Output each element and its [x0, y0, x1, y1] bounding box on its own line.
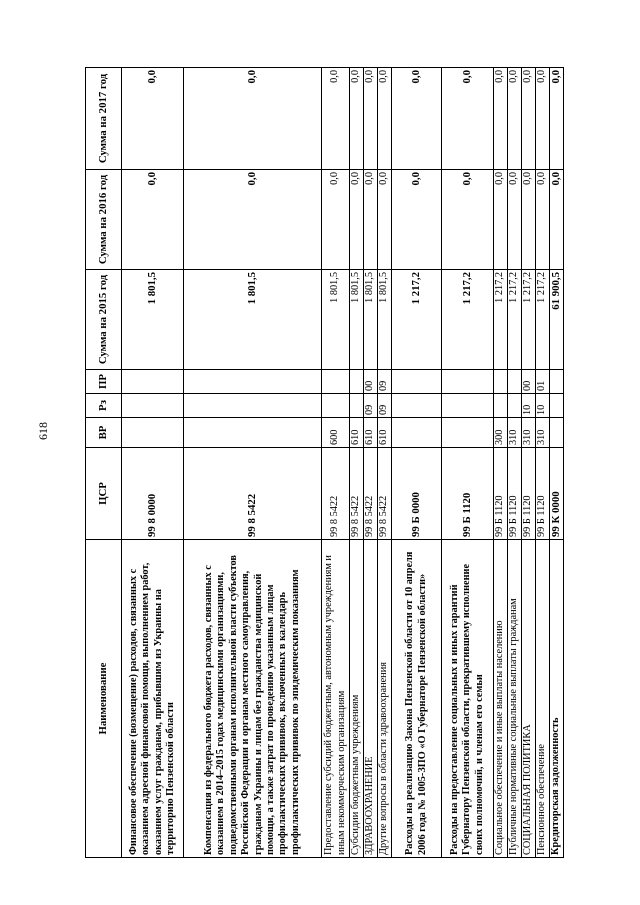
row-name: Пенсионное обеспечение — [536, 540, 550, 858]
row-vr — [184, 418, 322, 448]
header-csr: ЦСР — [86, 448, 122, 540]
row-rz — [494, 394, 508, 418]
table-row — [364, 68, 378, 858]
row-rz: 10 — [536, 394, 550, 418]
row-pr: 00 — [522, 370, 536, 394]
row-sum-2016: 0,0 — [536, 170, 550, 270]
row-sum-2017: 0,0 — [322, 68, 350, 170]
row-sum-2015: 1 801,5 — [184, 270, 322, 370]
page-number: 618 — [36, 422, 50, 440]
row-sum-2016: 0,0 — [442, 170, 494, 270]
row-sum-2015: 1 801,5 — [122, 270, 184, 370]
row-csr: 99 8 0000 — [122, 448, 184, 540]
row-pr: 01 — [536, 370, 550, 394]
row-sum-2015: 1 801,5 — [378, 270, 392, 370]
row-sum-2016: 0,0 — [522, 170, 536, 270]
row-sum-2016: 0,0 — [122, 170, 184, 270]
table-row — [494, 68, 508, 858]
row-vr: 610 — [378, 418, 392, 448]
row-pr: 00 — [364, 370, 378, 394]
row-rz — [508, 394, 522, 418]
row-name: СОЦИАЛЬНАЯ ПОЛИТИКА — [522, 540, 536, 858]
row-sum-2015: 1 217,2 — [392, 270, 442, 370]
row-sum-2017: 0,0 — [364, 68, 378, 170]
row-csr: 99 8 5422 — [378, 448, 392, 540]
row-csr: 99 Б 1120 — [494, 448, 508, 540]
row-sum-2017: 0,0 — [536, 68, 550, 170]
row-csr: 99 8 5422 — [184, 448, 322, 540]
row-name: Субсидии бюджетным учреждениям — [350, 540, 364, 858]
row-sum-2015: 61 900,5 — [550, 270, 564, 370]
row-vr: 300 — [494, 418, 508, 448]
row-sum-2016: 0,0 — [392, 170, 442, 270]
row-sum-2017: 0,0 — [392, 68, 442, 170]
row-sum-2017: 0,0 — [508, 68, 522, 170]
row-rz — [322, 394, 350, 418]
row-csr: 99 8 5422 — [350, 448, 364, 540]
row-rz: 09 — [364, 394, 378, 418]
row-csr: 99 Б 1120 — [522, 448, 536, 540]
header-sum-2017: Сумма на 2017 год — [86, 68, 122, 170]
row-rz — [184, 394, 322, 418]
row-vr: 310 — [522, 418, 536, 448]
row-sum-2017: 0,0 — [522, 68, 536, 170]
row-name: Кредиторская задолженность — [550, 540, 564, 858]
row-sum-2016: 0,0 — [494, 170, 508, 270]
row-rz: 09 — [378, 394, 392, 418]
row-pr — [494, 370, 508, 394]
row-sum-2015: 1 801,5 — [322, 270, 350, 370]
row-vr — [122, 418, 184, 448]
row-sum-2017: 0,0 — [184, 68, 322, 170]
table-row — [378, 68, 392, 858]
header-sum-2015: Сумма на 2015 год — [86, 270, 122, 370]
row-sum-2015: 1 217,2 — [494, 270, 508, 370]
row-sum-2016: 0,0 — [350, 170, 364, 270]
row-rz — [442, 394, 494, 418]
row-sum-2015: 1 217,2 — [522, 270, 536, 370]
table-row — [508, 68, 522, 858]
row-vr: 310 — [536, 418, 550, 448]
row-vr — [550, 418, 564, 448]
row-sum-2015: 1 217,2 — [442, 270, 494, 370]
row-pr — [550, 370, 564, 394]
row-sum-2016: 0,0 — [322, 170, 350, 270]
row-csr: 99 Б 1120 — [536, 448, 550, 540]
table-row — [122, 68, 184, 858]
row-name: Расходы на предоставление социальных и иных гарантий Губернатору Пензенской области, прекратившему исполнение своих полномочий, и членам его семьи — [442, 540, 494, 858]
table-row — [536, 68, 550, 858]
row-name: Предоставление субсидий бюджетным, автономным учреждениям и иным некоммерческим организациям — [322, 540, 350, 858]
row-sum-2017: 0,0 — [350, 68, 364, 170]
row-csr: 99 Б 1120 — [508, 448, 522, 540]
rotated-table-wrapper — [85, 68, 563, 858]
row-vr: 610 — [364, 418, 378, 448]
row-vr: 310 — [508, 418, 522, 448]
row-pr — [184, 370, 322, 394]
row-sum-2015: 1 217,2 — [536, 270, 550, 370]
row-rz: 10 — [522, 394, 536, 418]
table-row — [392, 68, 442, 858]
header-sum-2016: Сумма на 2016 год — [86, 170, 122, 270]
row-sum-2017: 0,0 — [494, 68, 508, 170]
table-header-row — [86, 68, 122, 858]
row-rz — [122, 394, 184, 418]
row-pr — [322, 370, 350, 394]
row-sum-2015: 1 801,5 — [364, 270, 378, 370]
row-sum-2017: 0,0 — [442, 68, 494, 170]
table-row — [442, 68, 494, 858]
row-name: Компенсация из федерального бюджета расходов, связанных с оказанием в 2014–2015 годах медицинскими организациями, подведомственными органам исполнительной власти субъектов Российской Федерации и органам местного самоуправления, гражданам Украины и лицам без гражданства медицинской помощи, а также затрат по проведению указанным лицам профилактических прививок, включенных в календарь профилактических прививок по эпидемическим показаниям — [184, 540, 322, 858]
row-name: Расходы на реализацию Закона Пензенской области от 10 апреля 2006 года № 1005-ЗПО «О Губернаторе Пензенской области» — [392, 540, 442, 858]
row-rz — [350, 394, 364, 418]
row-vr — [442, 418, 494, 448]
row-pr: 09 — [378, 370, 392, 394]
row-csr: 99 Б 0000 — [392, 448, 442, 540]
row-name: Социальное обеспечение и иные выплаты населению — [494, 540, 508, 858]
row-vr: 610 — [350, 418, 364, 448]
row-sum-2015: 1 217,2 — [508, 270, 522, 370]
table-row — [322, 68, 350, 858]
header-name: Наименование — [86, 540, 122, 858]
table-row — [184, 68, 322, 858]
row-sum-2016: 0,0 — [364, 170, 378, 270]
header-vr: ВР — [86, 418, 122, 448]
header-rz: Рз — [86, 394, 122, 418]
row-sum-2017: 0,0 — [378, 68, 392, 170]
row-pr — [508, 370, 522, 394]
row-sum-2016: 0,0 — [184, 170, 322, 270]
row-csr: 99 8 5422 — [322, 448, 350, 540]
table-row — [522, 68, 536, 858]
table-row — [350, 68, 364, 858]
row-vr — [392, 418, 442, 448]
row-name: ЗДРАВООХРАНЕНИЕ — [364, 540, 378, 858]
row-rz — [392, 394, 442, 418]
row-csr: 99 8 5422 — [364, 448, 378, 540]
row-vr: 600 — [322, 418, 350, 448]
budget-table — [85, 67, 564, 858]
row-name: Публичные нормативные социальные выплаты гражданам — [508, 540, 522, 858]
row-pr — [392, 370, 442, 394]
row-sum-2017: 0,0 — [550, 68, 564, 170]
row-pr — [122, 370, 184, 394]
row-name: Другие вопросы в области здравоохранения — [378, 540, 392, 858]
row-sum-2016: 0,0 — [550, 170, 564, 270]
row-sum-2015: 1 801,5 — [350, 270, 364, 370]
row-sum-2017: 0,0 — [122, 68, 184, 170]
row-pr — [350, 370, 364, 394]
row-rz — [550, 394, 564, 418]
table-row — [550, 68, 564, 858]
row-csr: 99 К 0000 — [550, 448, 564, 540]
row-csr: 99 Б 1120 — [442, 448, 494, 540]
row-sum-2016: 0,0 — [378, 170, 392, 270]
row-name: Финансовое обеспечение (возмещение) расходов, связанных с оказанием адресной финансовой помощи, выполнением работ, оказанием услуг гражданам, прибывшим из Украины на территорию Пензенской области — [122, 540, 184, 858]
header-pr: ПР — [86, 370, 122, 394]
row-sum-2016: 0,0 — [508, 170, 522, 270]
row-pr — [442, 370, 494, 394]
